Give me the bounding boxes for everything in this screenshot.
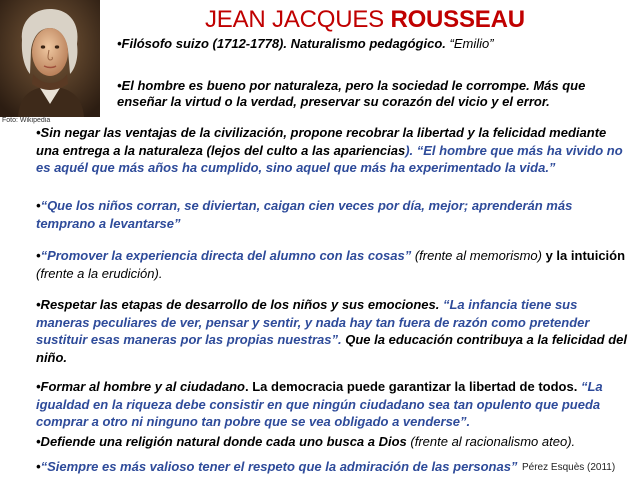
paragraph-3 [36, 247, 632, 282]
paragraph-5 [36, 378, 632, 431]
p3-note-1: (frente al memorismo) [411, 248, 546, 263]
p3-note-2: (frente a la erudición). [36, 265, 163, 281]
p6-note: (frente al racionalismo ateo). [406, 434, 576, 449]
p7-bullet: • [36, 459, 41, 474]
p3-bullet: • [36, 248, 41, 263]
title-name: JEAN JACQUES [205, 6, 391, 33]
p7-quote: “Siempre es más valioso tener el respeto que la admiración de las personas” [40, 459, 518, 474]
paragraph-2 [36, 197, 632, 232]
rousseau-portrait-icon [0, 0, 100, 117]
p5-text-2: . La democracia puede garantizar la libertad de todos. [245, 379, 581, 394]
paragraph-1 [36, 124, 632, 177]
paragraph-4 [36, 296, 632, 366]
p4-text: •Respetar las etapas de desarrollo de los niños y sus emociones. [36, 297, 443, 312]
p2-quote: “Que los niños corran, se diviertan, caigan cien veces por día, mejor; aprenderán más temprano a levantarse” [36, 198, 573, 231]
portrait-image [0, 0, 100, 117]
p2-bullet: • [36, 198, 41, 213]
slide-title [205, 6, 625, 34]
intro-line-1 [117, 36, 637, 52]
p5-text: •Formar al hombre y al ciudadano [36, 379, 245, 394]
p3-quote: “Promover la experiencia directa del alumno con las cosas” [40, 248, 412, 263]
p6-text: •Defiende una religión natural donde cada uno busca a Dios [36, 434, 407, 449]
photo-credit: Foto: Wikipedia [2, 117, 51, 124]
intro-line-2: •El hombre es bueno por naturaleza, pero la sociedad le corrompe. Más que enseñar la virtud o la verdad, preservar su corazón del vicio y el error. [117, 78, 586, 109]
p1-text: •Sin negar las ventajas de la civilización, propone recobrar la libertad y la felicidad mediante una entrega a la naturaleza (lejos del culto a las apariencias [36, 125, 607, 158]
title-surname: ROUSSEAU [390, 6, 525, 33]
p4-quote: “La infancia tiene sus maneras peculiares de ver, pensar y sentir, y nada hay tan fuera de razón como pretender sustituir esas maneras por las propias nuestras”. [36, 297, 590, 347]
p4-text-2: Que la educación contribuya a la felicidad del niño. [36, 332, 627, 365]
author-credit: Pérez Esquès (2011) [522, 462, 616, 473]
p3-text: y la intuición [545, 248, 626, 263]
intro-line-1-text: •Filósofo suizo (1712-1778). Naturalismo pedagógico. [117, 36, 446, 51]
paragraph-6 [36, 433, 632, 451]
p1-quote: ). “El hombre que más ha vivido no es aquél que más años ha cumplido, sino aquel que más ha experimentado la vida.” [36, 142, 623, 175]
intro-work-title: “Emilio” [445, 36, 494, 51]
p5-quote: “La igualdad en la riqueza debe consistir en que ningún ciudadano sea tan opulento que pueda comprar a otro ni ninguno tan pobre que se vea obligado a venderse”. [36, 379, 603, 429]
